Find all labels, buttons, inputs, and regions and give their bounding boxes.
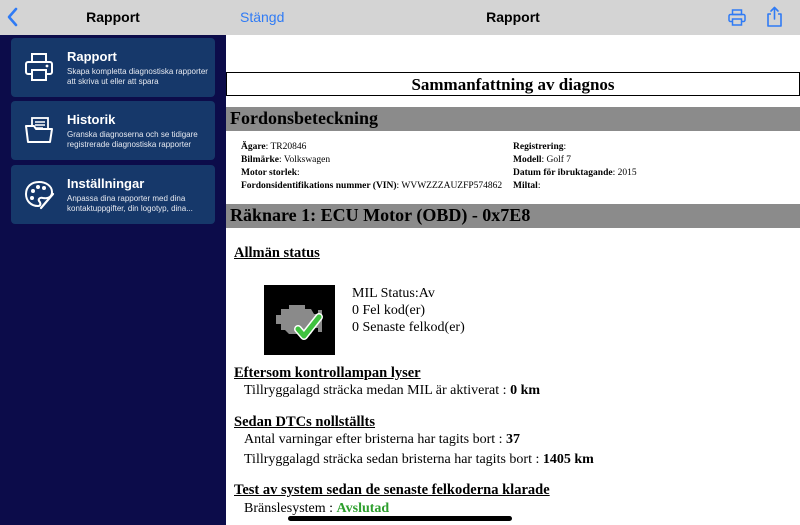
menu-item-installningar[interactable]: [11, 165, 215, 224]
menu-item-title: Historik: [67, 112, 116, 127]
folder-icon: [23, 114, 55, 146]
warmups-since-cleared: Antal varningar efter bristerna har tagits bort : 37: [244, 432, 521, 447]
menu-item-description: Skapa kompletta diagnostiska rapporter att skriva ut eller att spara: [67, 67, 208, 86]
printer-icon: [23, 51, 55, 83]
field-first-use-date: Datum för ibruktagande: 2015: [513, 168, 637, 178]
print-icon[interactable]: [728, 9, 746, 26]
report-pane: [226, 0, 800, 525]
distance-since-cleared: Tillryggalagd sträcka sedan bristerna har tagits bort : 1405 km: [244, 452, 594, 467]
field-model: Modell: Golf 7: [513, 155, 572, 165]
section-title-counter: Räknare 1: ECU Motor (OBD) - 0x7E8: [230, 205, 531, 225]
sidebar-header: [0, 0, 226, 35]
sidebar: [0, 0, 226, 525]
menu-item-rapport[interactable]: [11, 38, 215, 97]
field-vin: Fordonsidentifikations nummer (VIN): WVWZZZAUZFP574862: [241, 181, 503, 191]
field-registration: Registrering:: [513, 142, 567, 152]
field-engine-size: Motor storlek:: [241, 168, 300, 178]
report-title: Rapport: [486, 9, 540, 25]
summary-title: Sammanfattning av diagnos: [411, 75, 615, 94]
menu-item-historik[interactable]: [11, 101, 215, 160]
section-title-vehicle: Fordonsbeteckning: [230, 108, 379, 128]
close-button[interactable]: Stängd: [240, 9, 285, 25]
mil-status: MIL Status:Av: [352, 286, 435, 301]
field-owner: Ägare: TR20846: [241, 142, 307, 152]
engine-check-icon: [264, 285, 335, 355]
sidebar-title: Rapport: [86, 9, 140, 25]
share-icon[interactable]: [766, 6, 783, 27]
fuel-system-status: Bränslesystem : Avslutad: [244, 501, 390, 516]
mil-on-distance: Tillryggalagd sträcka medan MIL är aktiverat : 0 km: [244, 383, 541, 398]
since-cleared-title: Sedan DTCs nollställts: [234, 414, 376, 430]
menu-item-title: Rapport: [67, 49, 117, 64]
report-header: [226, 0, 800, 35]
fault-codes: 0 Fel kod(er): [352, 303, 426, 318]
menu-item-description: Anpassa dina rapporter med dina kontaktuppgifter, din logotyp, dina...: [67, 194, 193, 213]
menu-item-description: Granska diagnoserna och se tidigare registrerade diagnostiska rapporter: [67, 130, 198, 149]
palette-icon: [23, 178, 55, 210]
report-document[interactable]: [226, 35, 800, 525]
general-status-title: Allmän status: [234, 245, 320, 261]
home-indicator[interactable]: [288, 516, 512, 521]
mil-on-title: Eftersom kontrollampan lyser: [234, 365, 421, 381]
field-mileage: Miltal:: [513, 181, 541, 191]
menu-item-title: Inställningar: [67, 176, 145, 191]
field-brand: Bilmärke: Volkswagen: [241, 155, 331, 165]
recent-fault-codes: 0 Senaste felkod(er): [352, 320, 465, 335]
system-test-title: Test av system sedan de senaste felkoderna klarade: [234, 482, 550, 498]
